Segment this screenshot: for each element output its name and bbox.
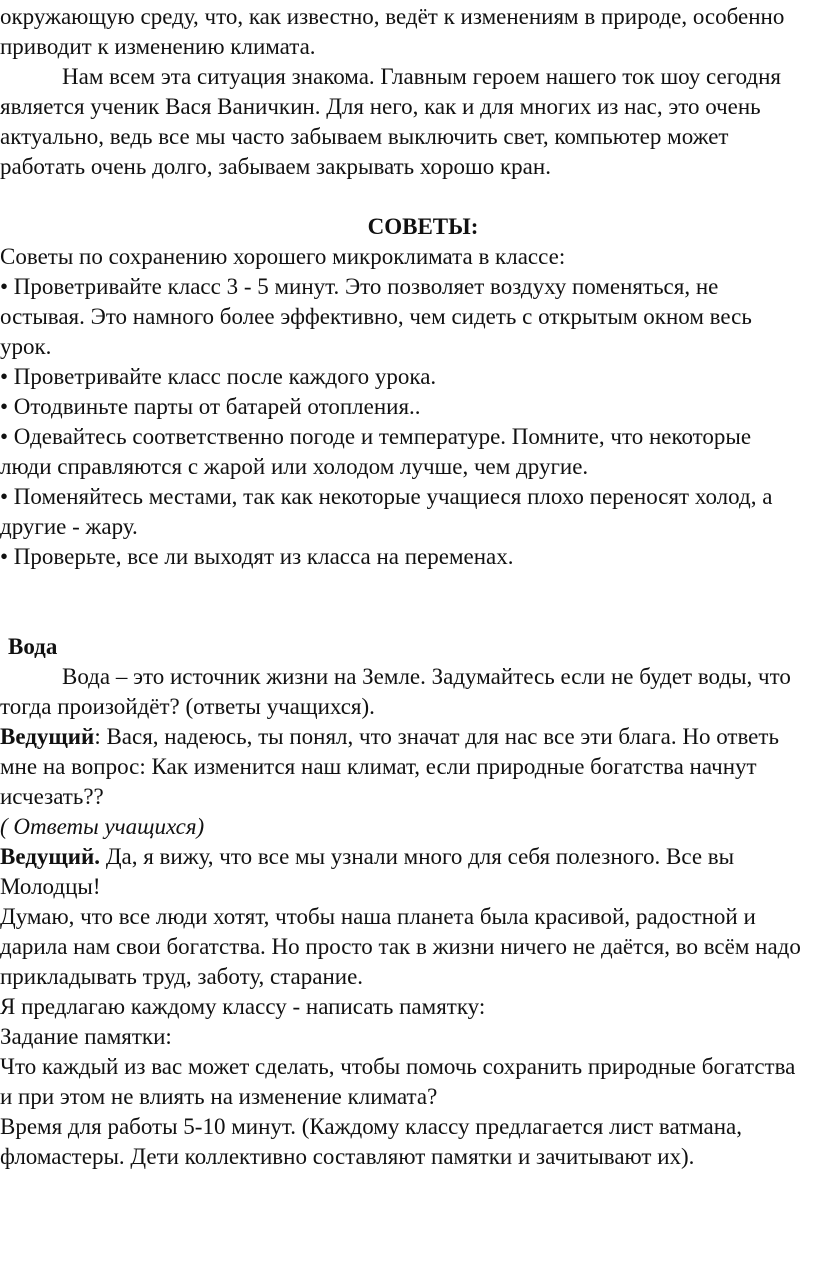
host-label: Ведущий [0,724,95,749]
water-paragraph-1: Вода – это источник жизни на Земле. Задумайтесь если не будет воды, что тогда произойдёт? (ответы учащихся). [0,664,791,719]
intro-paragraph-1: окружающую среду, что, как известно, ведёт к изменениям в природе, особенно приводит к изменению климата. [0,4,785,59]
host-remark-text: : Вася, надеюсь, ты понял, что значат для нас все эти блага. Но ответь мне на вопрос: Как изменится наш климат, если природные богатства начнут исчезать?? [0,724,779,809]
tips-intro: Советы по сохранению хорошего микроклимата в классе: [0,244,566,269]
host-remark-2 [0,842,806,902]
spacer [0,572,806,632]
tip-item-1: • Проветривайте класс 3 - 5 минут. Это позволяет воздуху поменяться, не остывая. Это намного более эффективно, чем сидеть с открытым окном весь урок. [0,274,752,359]
intro-paragraph-2: Нам всем эта ситуация знакома. Главным героем нашего ток шоу сегодня является ученик Вася Ваничкин. Для него, как и для многих из нас, это очень актуально, ведь все мы часто забываем выключить свет, компьютер может работать очень долго, забываем закрывать хорошо кран. [0,64,782,179]
task-label: Задание памятки: [0,1024,172,1049]
spacer [0,182,806,212]
tip-item-5: • Поменяйтесь местами, так как некоторые учащиеся плохо переносят холод, а другие - жару. [0,484,773,539]
tip-item-3: • Отодвиньте парты от батарей отопления.. [0,394,421,419]
paragraph-think: Думаю, что все люди хотят, чтобы наша планета была красивой, радостной и дарила нам свои богатства. Но просто так в жизни ничего не даётся, во всём надо прикладывать труд, заботу, старание. [0,904,801,989]
tip-item-4: • Одевайтесь соответственно погоде и температуре. Помните, что некоторые люди справляются с жарой или холодом лучше, чем другие. [0,424,752,479]
host-remark-text: Да, я вижу, что все мы узнали много для себя полезного. Все вы Молодцы! [0,844,735,899]
host-remark-1 [0,722,806,812]
time-text: Время для работы 5-10 минут. (Каждому классу предлагается лист ватмана, фломастеры. Дети коллективно составляют памятки и зачитывают их). [0,1114,743,1169]
task-text: Что каждый из вас может сделать, чтобы помочь сохранить природные богатства и при этом не влиять на изменение климата? [0,1054,796,1109]
host-label: Ведущий. [0,844,101,869]
tip-item-6: • Проверьте, все ли выходят из класса на переменах. [0,544,514,569]
students-answers: ( Ответы учащихся) [0,814,205,839]
tip-item-2: • Проветривайте класс после каждого урока. [0,364,437,389]
water-section-title: Вода [8,634,58,659]
tips-heading: СОВЕТЫ: [367,214,479,239]
paragraph-offer: Я предлагаю каждому классу - написать памятку: [0,994,486,1019]
